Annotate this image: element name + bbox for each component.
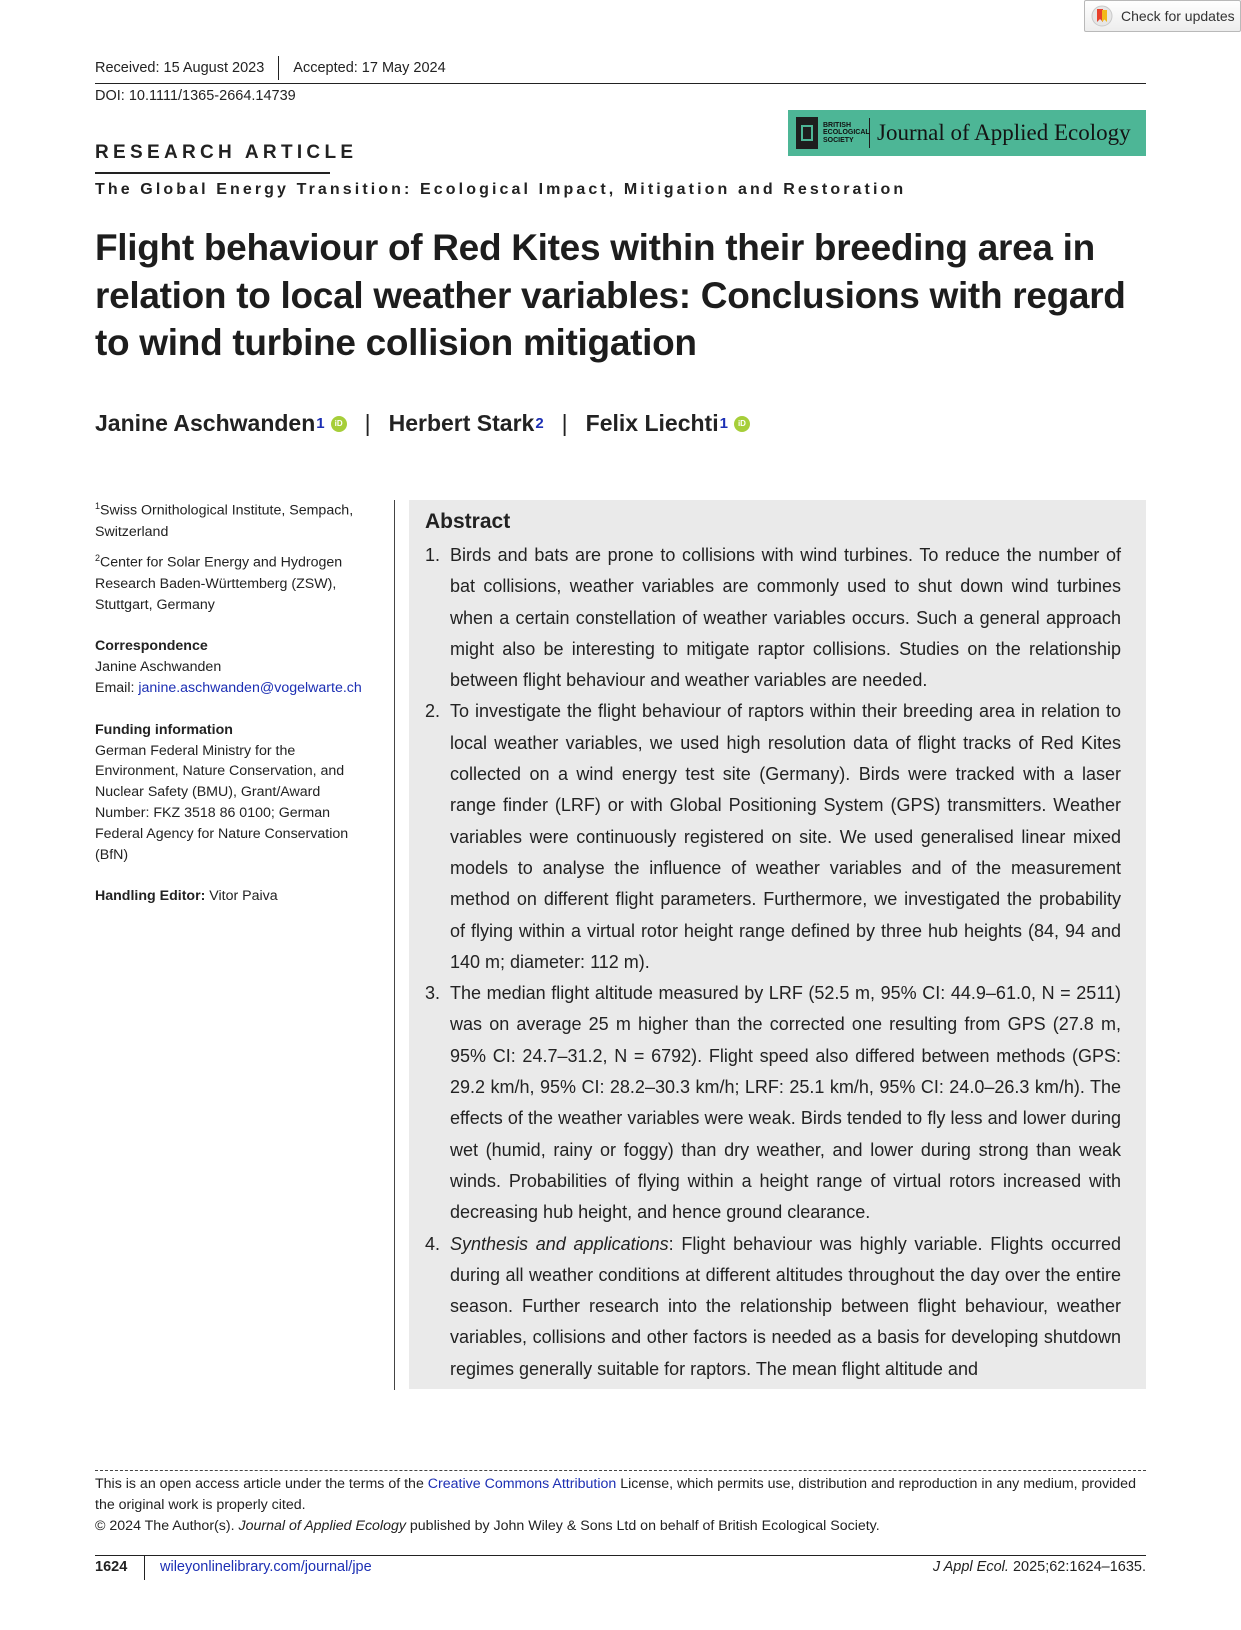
author-name[interactable]: Felix Liechti bbox=[585, 410, 719, 436]
handling-editor: Handling Editor: Vitor Paiva bbox=[95, 888, 278, 905]
correspondence: Correspondence Janine Aschwanden Email: janine.aschwanden@vogelwarte.ch bbox=[95, 638, 362, 697]
abstract-box bbox=[409, 500, 1146, 1389]
journal-logo bbox=[788, 110, 1146, 156]
orcid-icon[interactable]: iD bbox=[734, 416, 750, 432]
license-notice: This is an open access article under the terms of the Creative Commons Attribution License, which permits use, distribution and reproduction in any medium, provided the original work is properly cited. © 2024 The Author(s). Journal of Applied Ecology published by John Wiley & Sons Ltd on behalf of British Ecological Society. bbox=[95, 1476, 1136, 1534]
abstract-item: 3. The median flight altitude measured by LRF (52.5 m, 95% CI: 44.9–61.0, N = 2511) was on average 25 m higher than the corrected one resulting from GPS (27.8 m, 95% CI: 24.7–31.2, N = 6792). Flight speed also differed between methods (GPS: 29.2 km/h, 95% CI: 28.2–30.3 km/h; LRF: 25.1 km/h, 95% CI: 24.0–26.3 km/h). The effects of the weather variables were weak. Birds tended to fly less and lower during wet (humid, rainy or foggy) than dry weather, and lower during strong than weak winds. Probabilities of flying within a height range of virtual rotors increased with decreasing hub height, and hence ground clearance. bbox=[425, 983, 1121, 1223]
article-type-underline bbox=[95, 172, 330, 174]
affiliation-marker: 2 bbox=[535, 415, 544, 432]
accepted-date: Accepted: 17 May 2024 bbox=[293, 60, 446, 76]
author-name[interactable]: Herbert Stark bbox=[388, 410, 535, 436]
check-updates-icon bbox=[1091, 5, 1113, 27]
abstract-item: 4. Synthesis and applications: Flight behaviour was highly variable. Flights occurred during all weather conditions at different altitudes throughout the day over the entire season. Further research into the relationship between flight behaviour, weather variables, collisions and other factors is needed as a basis for developing shutdown regimes generally suitable for raptors. The mean flight altitude and bbox=[425, 1233, 1121, 1379]
correspondence-heading: Correspondence bbox=[95, 638, 208, 655]
article-type: RESEARCH ARTICLE bbox=[95, 142, 358, 163]
orcid-icon[interactable]: iD bbox=[331, 416, 347, 432]
date-separator bbox=[278, 56, 279, 80]
license-link[interactable]: Creative Commons Attribution bbox=[427, 1476, 617, 1492]
series-title: The Global Energy Transition: Ecological Impact, Mitigation and Restoration bbox=[95, 181, 907, 198]
citation: J Appl Ecol. 2025;62:1624–1635. bbox=[932, 1559, 1146, 1575]
author-list bbox=[95, 410, 750, 437]
doi: DOI: 10.1111/1365-2664.14739 bbox=[95, 88, 296, 104]
received-date: Received: 15 August 2023 bbox=[95, 60, 265, 76]
funding-heading: Funding information bbox=[95, 721, 233, 738]
column-divider bbox=[394, 500, 395, 1390]
abstract-item: 1. Birds and bats are prone to collisions with wind turbines. To reduce the number of bat collisions, weather variables are commonly used to shut down wind turbines when a certain constellation of weather variables occurs. Such a general approach might also be interesting to mitigate raptor collisions. Studies on the relationship between flight behaviour and weather variables are needed. bbox=[425, 545, 1121, 691]
page-number: 1624 bbox=[95, 1559, 128, 1575]
affiliation-marker: 1 bbox=[316, 415, 325, 432]
header-rule bbox=[95, 83, 1146, 84]
article-info-sidebar bbox=[95, 496, 375, 913]
affiliation-2: $^2$Center for Solar Energy and Hydrogen Research Baden-Württemberg (ZSW), Stuttgart, Germany bbox=[95, 553, 343, 613]
author-separator: | bbox=[364, 410, 371, 436]
correspondence-name: Janine Aschwanden bbox=[95, 659, 222, 676]
affiliation-1: $^1$Swiss Ornithological Institute, Sempach, Switzerland bbox=[95, 501, 354, 540]
email-link[interactable]: janine.aschwanden@vogelwarte.ch bbox=[138, 680, 362, 697]
check-for-updates-button[interactable] bbox=[1084, 0, 1241, 32]
abstract-list bbox=[425, 540, 1121, 1385]
abstract-item: 2. To investigate the flight behaviour of raptors within their breeding area in relation to local weather variables, we used high resolution data of flight tracks of Red Kites collected on a wind energy test site (Germany). Birds were tracked with a laser range finder (LRF) or with Global Positioning System (GPS) transmitters. Weather variables were continuously registered on site. We used generalised linear mixed models to analyse the influence of weather variables and of the measurement method on different flight parameters. Furthermore, we investigated the probability of flying within a virtual rotor height range defined by three hub heights (84, 94 and 140 m; diameter: 112 m). bbox=[425, 701, 1121, 972]
check-updates-label: Check for updates bbox=[1121, 8, 1235, 24]
footer-dashed-rule bbox=[95, 1470, 1146, 1471]
author-name[interactable]: Janine Aschwanden bbox=[95, 410, 316, 436]
journal-name: Journal of Applied Ecology bbox=[877, 120, 1131, 145]
article-dates bbox=[95, 57, 446, 79]
affiliation-marker: 1 bbox=[719, 415, 728, 432]
footer-rule bbox=[95, 1555, 1146, 1556]
society-name: BRITISH ECOLOGICAL SOCIETY bbox=[823, 118, 870, 148]
author-separator: | bbox=[561, 410, 568, 436]
abstract-heading: Abstract bbox=[425, 510, 511, 533]
funding-text: German Federal Ministry for the Environment, Nature Conservation, and Nuclear Safety (BMU), Grant/Award Number: FKZ 3518 86 0100; German Federal Agency for Nature Conservation (BfN) bbox=[95, 742, 349, 863]
bes-logo-icon bbox=[796, 117, 818, 149]
paper-title: Flight behaviour of Red Kites within their breeding area in relation to local weather variables: Conclusions with regard to wind turbine collision mitigation bbox=[95, 227, 1126, 363]
page-separator bbox=[144, 1556, 145, 1580]
journal-website-link[interactable]: wileyonlinelibrary.com/journal/jpe bbox=[160, 1559, 372, 1575]
funding-information bbox=[95, 720, 375, 866]
